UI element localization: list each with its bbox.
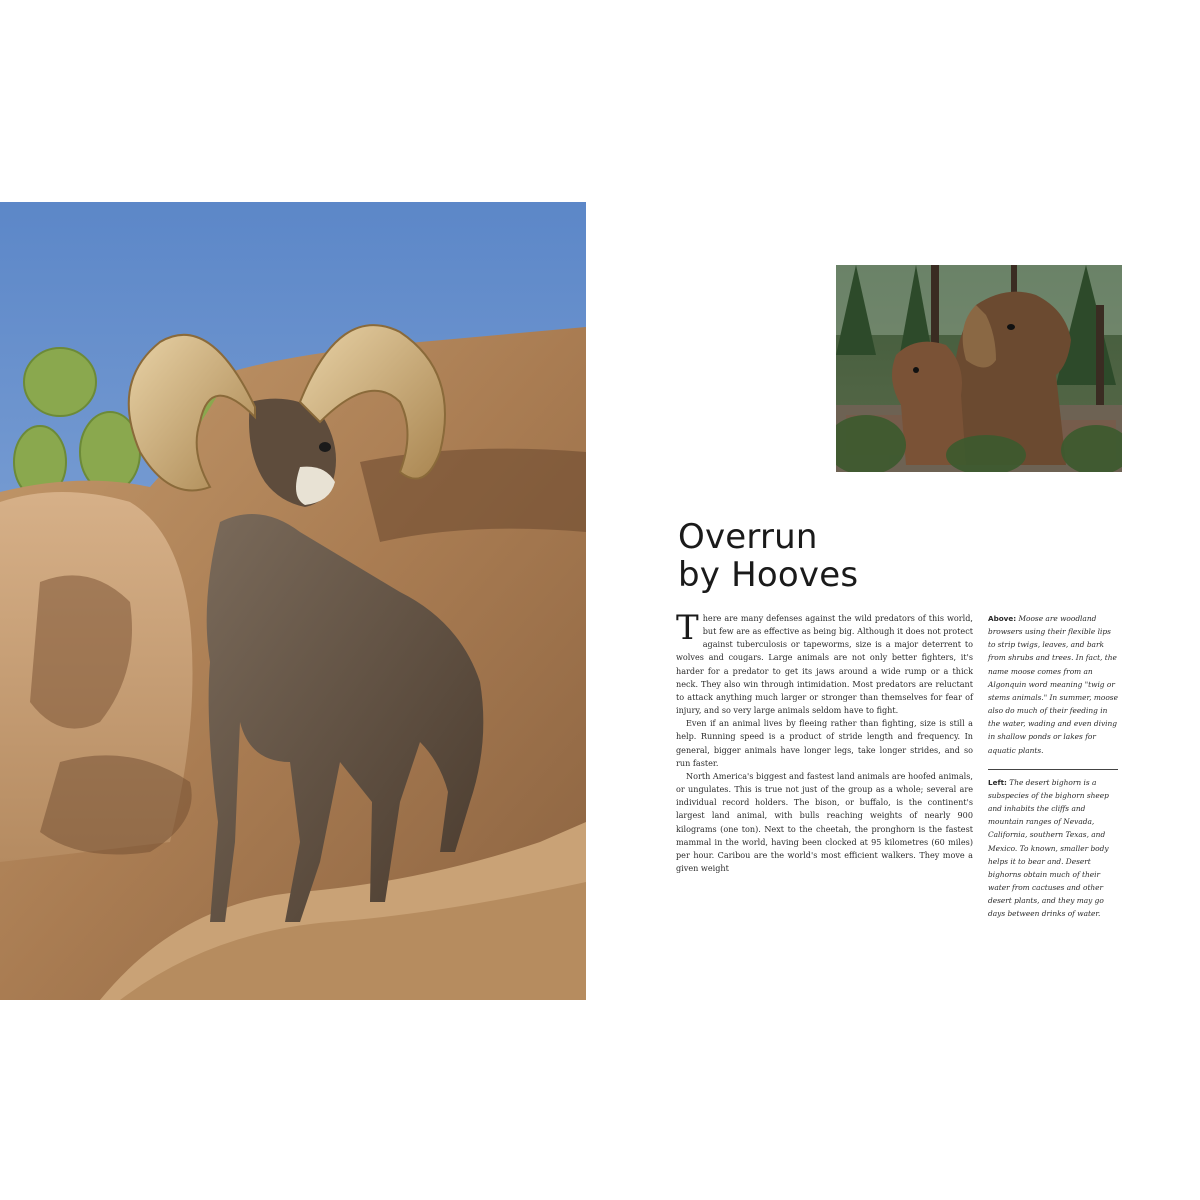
title-line-1: Overrun	[678, 517, 818, 557]
article-title	[678, 518, 978, 594]
drop-cap: T	[676, 608, 699, 648]
title-line-2: by Hooves	[678, 555, 859, 595]
moose-photo	[836, 265, 1122, 472]
caption-left-text: The desert bighorn is a subspecies of the bighorn sheep and inhabits the cliffs and mountain ranges of Nevada, California, southern Texas, and Mexico. To known, smaller body helps it to bear and. Desert bighorns obtain much of their water from cactuses and other desert plants, and they may go days between drinks of water.	[988, 777, 1109, 919]
photo-captions	[988, 612, 1118, 926]
paragraph-1-text: here are many defenses against the wild predators of this world, but few are as effective as being big. Although it does not protect against tuberculosis or tapeworms, size is a major deterrent to wolves and cougars. Large animals are not only better fighters, it's harder for a predator to get its jaws around a wide rump or a thick neck. They also win through intimidation. Most predators are reluctant to attack anything much larger or stronger than themselves for fear of injury, and so very large animals seldom have to fight.	[676, 613, 973, 716]
paragraph-1	[676, 608, 973, 717]
caption-above-label: Above:	[988, 614, 1017, 623]
caption-above-text: Moose are woodland browsers using their flexible lips to strip twigs, leaves, and bark from shrubs and trees. In fact, the name moose comes from an Algonquin word meaning "twig or stems animals." In summer, moose also do much of their feeding in the water, wading and even diving in shallow ponds or lakes for aquatic plants.	[988, 614, 1118, 755]
paragraph-2: Even if an animal lives by fleeing rather than fighting, size is still a help. Running speed is a product of stride length and frequency. In general, bigger animals have longer legs, take longer strides, and so run faster.	[676, 718, 973, 768]
paragraph-3: North America's biggest and fastest land animals are hoofed animals, or ungulates. This is true not just of the group as a whole; several are individual record holders. The bison, or buffalo, is the continent's largest land animal, with bulls reaching weights of nearly 900 kilograms (one ton). Next to the cheetah, the pronghorn is the fastest mammal in the world, having been clocked at 95 kilometres (60 miles) per hour. Caribou are the world's most efficient walkers. They move a given weight	[676, 770, 973, 873]
caption-left-label: Left:	[988, 777, 1007, 787]
caption-above	[988, 612, 1118, 763]
caption-left	[988, 769, 1118, 927]
article-body	[676, 608, 973, 875]
bighorn-sheep-photo	[0, 202, 586, 1000]
